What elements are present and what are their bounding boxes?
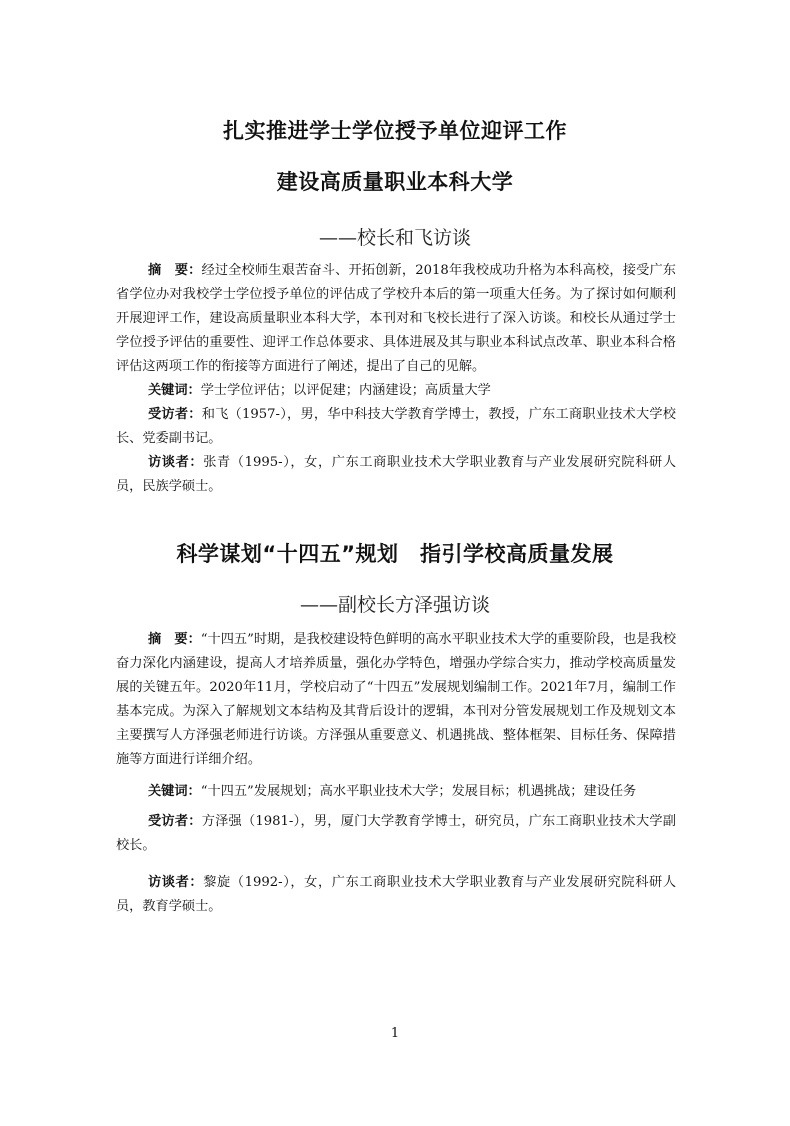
article1-keywords <box>116 379 676 403</box>
page-number: 1 <box>390 1026 400 1041</box>
abstract-label: 摘 要： <box>148 263 202 278</box>
article1-subtitle: ——校长和飞访谈 <box>318 227 471 249</box>
interviewee-text: 和飞（1957-），男，华中科技大学教育学博士，教授，广东工商职业技术大学校长、党委副书记。 <box>116 407 676 446</box>
abstract-text: “十四五”时期，是我校建设特色鲜明的高水平职业技术大学的重要阶段，也是我校奋力深化内涵建设，提高人才培养质量，强化办学特色，增强办学综合实力，推动学校高质量发展的关键五年。2020年11月，学校启动了“十四五”发展规划编制工作。2021年7月，编制工作基本完成。为深入了解规划文本结构及其背后设计的逻辑，本刊对分管发展规划工作及规划文本主要撰写人方泽强老师进行访谈。方泽强从重要意义、机遇挑战、整体框架、目标任务、保障措施等方面进行详细介绍。 <box>116 632 677 767</box>
article1-interviewee <box>116 403 676 451</box>
article2-title: 科学谋划“十四五”规划 指引学校高质量发展 <box>176 542 614 566</box>
interviewee-label: 受访者： <box>148 407 202 422</box>
interviewer-label: 访谈者： <box>148 875 204 890</box>
interviewee-text: 方泽强（1981-），男，厦门大学教育学博士，研究员，广东工商职业技术大学副校长。 <box>116 814 676 853</box>
interviewer-label: 访谈者： <box>148 455 204 470</box>
keywords-label: 关键词： <box>148 784 201 799</box>
abstract-label: 摘 要： <box>148 632 201 647</box>
article1-interviewer <box>116 451 676 499</box>
article1-title-line1: 扎实推进学士学位授予单位迎评工作 <box>223 119 567 143</box>
interviewer-text: 黎旋（1992-），女，广东工商职业技术大学职业教育与产业发展研究院科研人员，教育学硕士。 <box>116 875 677 914</box>
keywords-text: “十四五”发展规划；高水平职业技术大学；发展目标；机遇挑战；建设任务 <box>200 784 637 799</box>
keywords-text: 学士学位评估；以评促建；内涵建设；高质量大学 <box>200 383 491 398</box>
keywords-label: 关键词： <box>148 383 201 398</box>
article1-abstract <box>116 259 676 379</box>
interviewee-label: 受访者： <box>148 814 202 829</box>
interviewer-text: 张青（1995-），女，广东工商职业技术大学职业教育与产业发展研究院科研人员，民族学硕士。 <box>116 455 677 494</box>
article2-interviewer <box>116 871 676 919</box>
abstract-text: 经过全校师生艰苦奋斗、开拓创新，2018年我校成功升格为本科高校，接受广东省学位办对我校学士学位授予单位的评估成了学校升本后的第一项重大任务。为了探讨如何顺利开展迎评工作，建设高质量职业本科大学，本刊对和飞校长进行了深入访谈。和校长从通过学士学位授予评估的重要性、迎评工作总体要求、具体进展及其与职业本科试点改革、职业本科合格评估这两项工作的衔接等方面进行了阐述，提出了自己的见解。 <box>116 263 676 374</box>
article1-title-line2: 建设高质量职业本科大学 <box>276 170 514 194</box>
article2-keywords <box>116 780 676 804</box>
article2-interviewee <box>116 810 676 858</box>
article2-abstract <box>116 628 676 772</box>
article2-subtitle: ——副校长方泽强访谈 <box>299 594 490 616</box>
